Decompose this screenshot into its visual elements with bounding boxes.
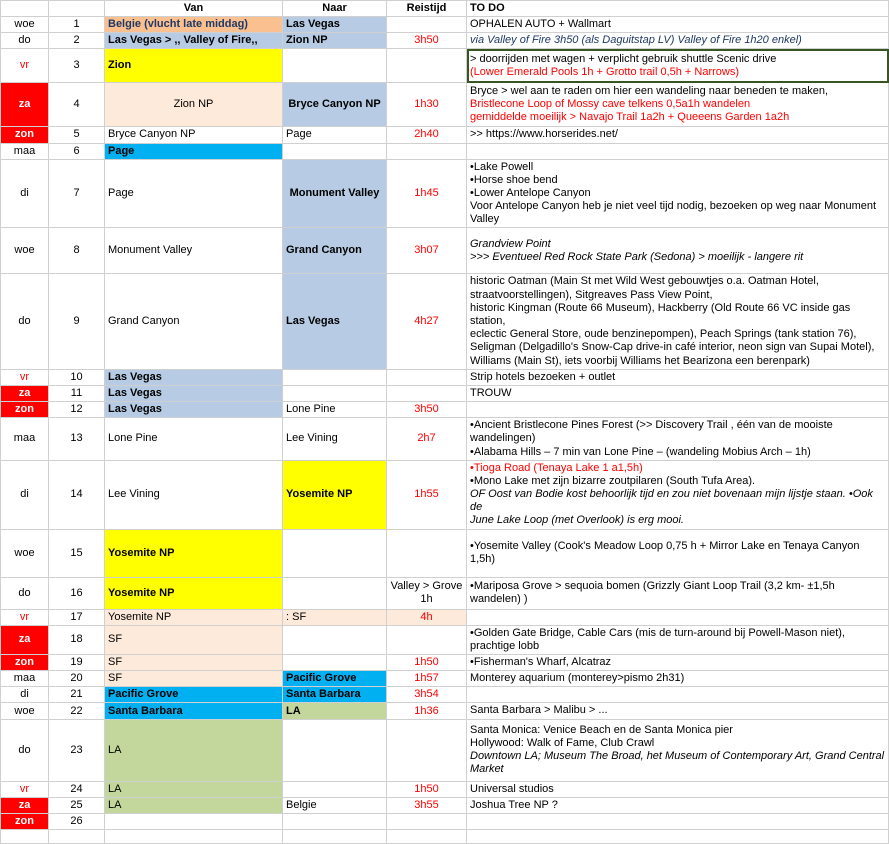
cell-naar	[283, 385, 387, 401]
cell-todo	[467, 33, 889, 49]
cell-todo	[467, 625, 889, 654]
todo-line: •Alabama Hills – 7 min van Lone Pine – (wandeling Mobius Arch – 1h)	[470, 445, 811, 458]
cell-day: do	[1, 274, 49, 369]
header-day	[1, 1, 49, 17]
todo-line: •Golden Gate Bridge, Cable Cars (mis de turn-around bij Powell-Mason niet), prachtige lobb	[470, 626, 845, 652]
table-row[interactable]	[1, 813, 889, 829]
cell-num: 13	[49, 418, 105, 461]
cell-todo	[467, 418, 889, 461]
cell-naar	[283, 829, 387, 843]
cell-naar: : SF	[283, 609, 387, 625]
cell-num: 9	[49, 274, 105, 369]
table-row[interactable]	[1, 577, 889, 609]
cell-van	[105, 829, 283, 843]
table-row[interactable]	[1, 16, 889, 32]
cell-naar: Santa Barbara	[283, 687, 387, 703]
table-row[interactable]	[1, 228, 889, 274]
todo-line: >>> Eventueel Red Rock State Park (Sedona) > moeilijk - langere rit	[470, 250, 804, 263]
cell-reistijd: 3h50	[387, 402, 467, 418]
cell-van: SF	[105, 655, 283, 671]
cell-van: LA	[105, 781, 283, 797]
cell-van: SF	[105, 671, 283, 687]
todo-line: •Lower Antelope Canyon	[470, 186, 591, 199]
cell-van: Yosemite NP	[105, 529, 283, 577]
cell-van: Santa Barbara	[105, 703, 283, 719]
cell-reistijd	[387, 529, 467, 577]
cell-reistijd	[387, 369, 467, 385]
cell-van: Bryce Canyon NP	[105, 127, 283, 143]
cell-van: Yosemite NP	[105, 609, 283, 625]
table-row[interactable]	[1, 385, 889, 401]
todo-line: •Horse shoe bend	[470, 173, 558, 186]
cell-day: maa	[1, 671, 49, 687]
cell-naar	[283, 49, 387, 83]
cell-van: Las Vegas > ,, Valley of Fire,,	[105, 33, 283, 49]
cell-day: zon	[1, 127, 49, 143]
cell-todo	[467, 127, 889, 143]
cell-naar: Yosemite NP	[283, 460, 387, 529]
cell-num: 7	[49, 159, 105, 228]
table-row[interactable]	[1, 127, 889, 143]
cell-todo	[467, 49, 889, 83]
cell-naar: Belgie	[283, 797, 387, 813]
table-row[interactable]	[1, 609, 889, 625]
table-row[interactable]	[1, 159, 889, 228]
cell-naar	[283, 813, 387, 829]
table-row[interactable]	[1, 418, 889, 461]
cell-day: zon	[1, 813, 49, 829]
todo-line: (Lower Emerald Pools 1h + Grotto trail 0,5h + Narrows)	[470, 65, 740, 78]
cell-reistijd	[387, 143, 467, 159]
cell-todo	[467, 829, 889, 843]
cell-num: 21	[49, 687, 105, 703]
header-todo: TO DO	[467, 1, 889, 17]
header-naar: Naar	[283, 1, 387, 17]
todo-line: •Tioga Road (Tenaya Lake 1 a1,5h)	[470, 461, 643, 474]
cell-num: 2	[49, 33, 105, 49]
cell-day: vr	[1, 609, 49, 625]
cell-day: do	[1, 719, 49, 781]
cell-van: Page	[105, 143, 283, 159]
cell-reistijd	[387, 385, 467, 401]
cell-todo	[467, 813, 889, 829]
cell-reistijd: 4h	[387, 609, 467, 625]
table-row[interactable]	[1, 797, 889, 813]
cell-todo	[467, 385, 889, 401]
table-row[interactable]	[1, 687, 889, 703]
cell-van: Monument Valley	[105, 228, 283, 274]
cell-reistijd	[387, 625, 467, 654]
cell-num: 1	[49, 16, 105, 32]
table-row[interactable]	[1, 83, 889, 127]
cell-num: 26	[49, 813, 105, 829]
cell-todo	[467, 16, 889, 32]
cell-num: 17	[49, 609, 105, 625]
todo-line: Bryce > wel aan te raden om hier een wandeling naar beneden te maken,	[470, 85, 829, 98]
cell-reistijd: 3h54	[387, 687, 467, 703]
todo-line	[470, 419, 885, 445]
todo-line: eclectic General Store, oude benzinepompen), Peach Springs (tank station 76),	[470, 328, 857, 341]
table-row[interactable]	[1, 719, 889, 781]
cell-van: Pacific Grove	[105, 687, 283, 703]
cell-num: 18	[49, 625, 105, 654]
cell-day: maa	[1, 418, 49, 461]
cell-num: 22	[49, 703, 105, 719]
cell-naar	[283, 655, 387, 671]
table-row[interactable]	[1, 829, 889, 843]
cell-reistijd: 2h40	[387, 127, 467, 143]
cell-todo	[467, 797, 889, 813]
cell-num: 24	[49, 781, 105, 797]
todo-line	[470, 672, 885, 685]
cell-day: vr	[1, 781, 49, 797]
cell-num: 4	[49, 83, 105, 127]
cell-van: Zion	[105, 49, 283, 83]
table-row[interactable]	[1, 529, 889, 577]
cell-day	[1, 829, 49, 843]
cell-naar: Monument Valley	[283, 159, 387, 228]
todo-line: Market	[470, 763, 504, 776]
cell-van: SF	[105, 625, 283, 654]
cell-num: 20	[49, 671, 105, 687]
todo-line: Universal studios	[470, 782, 554, 795]
todo-line: •Yosemite Valley (Cook's Meadow Loop 0,75 h + Mirror Lake en Tenaya Canyon 1,5h)	[470, 539, 860, 566]
cell-todo	[467, 529, 889, 577]
cell-todo	[467, 671, 889, 687]
cell-van: Belgie (vlucht late middag)	[105, 16, 283, 32]
cell-reistijd: 3h55	[387, 797, 467, 813]
todo-line: June Lake Loop (met Overlook) is erg mooi.	[470, 514, 684, 527]
cell-van: Grand Canyon	[105, 274, 283, 369]
table-row[interactable]	[1, 49, 889, 83]
cell-van: Lone Pine	[105, 418, 283, 461]
todo-line: •Mono Lake met zijn bizarre zoutpilaren (South Tufa Area).	[470, 474, 756, 487]
todo-line: historic Kingman (Route 66 Museum), Hackberry (Old Route 66 VC inside gas station,	[470, 301, 851, 328]
todo-line: TROUW	[470, 386, 512, 399]
cell-day: maa	[1, 143, 49, 159]
todo-line: >> https://www.horserides.net/	[470, 128, 618, 141]
cell-day: di	[1, 460, 49, 529]
cell-van: Las Vegas	[105, 385, 283, 401]
cell-reistijd: 1h55	[387, 460, 467, 529]
todo-line: Downtown LA; Museum The Broad, het Museum of Contemporary Art, Grand Central	[470, 750, 885, 763]
cell-day: vr	[1, 49, 49, 83]
cell-todo	[467, 609, 889, 625]
cell-day: za	[1, 797, 49, 813]
todo-line: > doorrijden met wagen + verplicht gebruik shuttle Scenic drive	[470, 52, 777, 65]
todo-text: •Ancient Bristlecone Pines Forest (>> Discovery Trail , één van de mooiste wandelingen)	[470, 419, 833, 445]
cell-todo	[467, 274, 889, 369]
cell-num: 3	[49, 49, 105, 83]
cell-day: woe	[1, 703, 49, 719]
table-row[interactable]	[1, 460, 889, 529]
cell-todo	[467, 369, 889, 385]
cell-reistijd	[387, 813, 467, 829]
todo-line: OPHALEN AUTO + Wallmart	[470, 17, 611, 30]
cell-todo	[467, 781, 889, 797]
cell-reistijd: 4h27	[387, 274, 467, 369]
cell-van: Yosemite NP	[105, 577, 283, 609]
todo-line: •Lake Powell	[470, 160, 534, 173]
cell-num: 23	[49, 719, 105, 781]
todo-line: Williams (Main St), iets voorbij Williams het Bearizona een berenpark)	[470, 354, 810, 367]
todo-line: straatvoorstellingen), Sitgreaves Pass View Point,	[470, 288, 713, 301]
table-row[interactable]	[1, 703, 889, 719]
cell-day: do	[1, 33, 49, 49]
cell-num: 25	[49, 797, 105, 813]
table-row[interactable]	[1, 625, 889, 654]
todo-line: via Valley of Fire 3h50 (als Daguitstap LV) Valley of Fire 1h20 enkel)	[470, 34, 802, 47]
cell-reistijd	[387, 49, 467, 83]
table-row[interactable]	[1, 781, 889, 797]
table-row[interactable]	[1, 655, 889, 671]
cell-num: 5	[49, 127, 105, 143]
cell-day: za	[1, 625, 49, 654]
cell-day: za	[1, 83, 49, 127]
cell-naar	[283, 719, 387, 781]
cell-naar	[283, 625, 387, 654]
cell-reistijd: 1h50	[387, 781, 467, 797]
cell-num: 19	[49, 655, 105, 671]
cell-van: Las Vegas	[105, 402, 283, 418]
cell-day: di	[1, 159, 49, 228]
todo-line: Santa Monica: Venice Beach en de Santa Monica pier	[470, 723, 733, 736]
cell-num: 14	[49, 460, 105, 529]
header-van: Van	[105, 1, 283, 17]
todo-line: Grandview Point	[470, 237, 551, 250]
todo-line: Voor Antelope Canyon heb je niet veel tijd nodig, bezoeken op weg naar Monument Valley	[470, 200, 877, 226]
cell-day: za	[1, 385, 49, 401]
todo-line: historic Oatman (Main St met Wild West gebouwtjes o.a. Oatman Hotel,	[470, 275, 819, 288]
cell-naar: Grand Canyon	[283, 228, 387, 274]
table-row[interactable]	[1, 143, 889, 159]
cell-naar: Lee Vining	[283, 418, 387, 461]
todo-text: Monterey aquarium (monterey>pismo 2h31)	[470, 672, 685, 685]
cell-num	[49, 829, 105, 843]
cell-day: woe	[1, 529, 49, 577]
cell-num: 10	[49, 369, 105, 385]
cell-num: 6	[49, 143, 105, 159]
cell-naar: Las Vegas	[283, 16, 387, 32]
cell-naar	[283, 781, 387, 797]
cell-todo	[467, 159, 889, 228]
cell-reistijd	[387, 719, 467, 781]
table-row[interactable]	[1, 274, 889, 369]
table-row[interactable]	[1, 369, 889, 385]
cell-naar	[283, 529, 387, 577]
cell-van: Lee Vining	[105, 460, 283, 529]
cell-reistijd: 1h36	[387, 703, 467, 719]
cell-day: di	[1, 687, 49, 703]
cell-naar: Page	[283, 127, 387, 143]
cell-reistijd: 1h50	[387, 655, 467, 671]
cell-todo	[467, 687, 889, 703]
cell-reistijd: 1h30	[387, 83, 467, 127]
cell-van: LA	[105, 719, 283, 781]
cell-naar: Bryce Canyon NP	[283, 83, 387, 127]
cell-num: 11	[49, 385, 105, 401]
cell-num: 15	[49, 529, 105, 577]
cell-van: Page	[105, 159, 283, 228]
cell-todo	[467, 460, 889, 529]
todo-line: Joshua Tree NP ?	[470, 798, 558, 811]
cell-naar: Zion NP	[283, 33, 387, 49]
cell-reistijd: 3h50	[387, 33, 467, 49]
header-num	[49, 1, 105, 17]
todo-line: Seligman (Delgadillo's Snow-Cap drive-in café interior, neon sign van Supai Motel),	[470, 341, 875, 354]
cell-reistijd	[387, 829, 467, 843]
cell-todo	[467, 83, 889, 127]
cell-day: zon	[1, 402, 49, 418]
cell-todo	[467, 577, 889, 609]
cell-naar: LA	[283, 703, 387, 719]
cell-todo	[467, 655, 889, 671]
cell-day: woe	[1, 228, 49, 274]
cell-naar: Pacific Grove	[283, 671, 387, 687]
cell-todo	[467, 402, 889, 418]
table-header-row	[1, 1, 889, 17]
todo-line: gemiddelde moeilijk > Navajo Trail 1a2h + Queeens Garden 1a2h	[470, 111, 790, 124]
cell-reistijd: 3h07	[387, 228, 467, 274]
cell-reistijd	[387, 16, 467, 32]
cell-todo	[467, 703, 889, 719]
cell-van: LA	[105, 797, 283, 813]
cell-reistijd: Valley > Grove 1h	[387, 577, 467, 609]
todo-line: •Mariposa Grove > sequoia bomen (Grizzly Giant Loop Trail (3,2 km- ±1,5h wandelen) )	[470, 579, 835, 606]
todo-line: •Fisherman's Wharf, Alcatraz	[470, 656, 612, 669]
cell-naar	[283, 369, 387, 385]
todo-line: Strip hotels bezoeken + outlet	[470, 370, 616, 383]
cell-naar	[283, 577, 387, 609]
cell-day: vr	[1, 369, 49, 385]
cell-reistijd: 2h7	[387, 418, 467, 461]
todo-line: Bristlecone Loop of Mossy cave telkens 0,5a1h wandelen	[470, 98, 751, 111]
table-row[interactable]	[1, 33, 889, 49]
cell-todo	[467, 228, 889, 274]
cell-van: Las Vegas	[105, 369, 283, 385]
cell-num: 8	[49, 228, 105, 274]
cell-todo	[467, 719, 889, 781]
cell-naar	[283, 143, 387, 159]
cell-naar: Las Vegas	[283, 274, 387, 369]
cell-num: 16	[49, 577, 105, 609]
cell-day: do	[1, 577, 49, 609]
cell-reistijd: 1h45	[387, 159, 467, 228]
cell-van	[105, 813, 283, 829]
cell-reistijd: 1h57	[387, 671, 467, 687]
table-row[interactable]	[1, 402, 889, 418]
cell-num: 12	[49, 402, 105, 418]
cell-day: woe	[1, 16, 49, 32]
cell-van: Zion NP	[105, 83, 283, 127]
table-row[interactable]	[1, 671, 889, 687]
todo-line: Santa Barbara > Malibu > ...	[470, 704, 608, 717]
cell-todo	[467, 143, 889, 159]
cell-day: zon	[1, 655, 49, 671]
cell-naar: Lone Pine	[283, 402, 387, 418]
todo-line: OF Oost van Bodie kost behoorlijk tijd en zou niet bovenaan mijn lijstje staan. •Ook de	[470, 488, 873, 514]
header-reistijd: Reistijd	[387, 1, 467, 17]
todo-line: Hollywood: Walk of Fame, Club Crawl	[470, 736, 655, 749]
